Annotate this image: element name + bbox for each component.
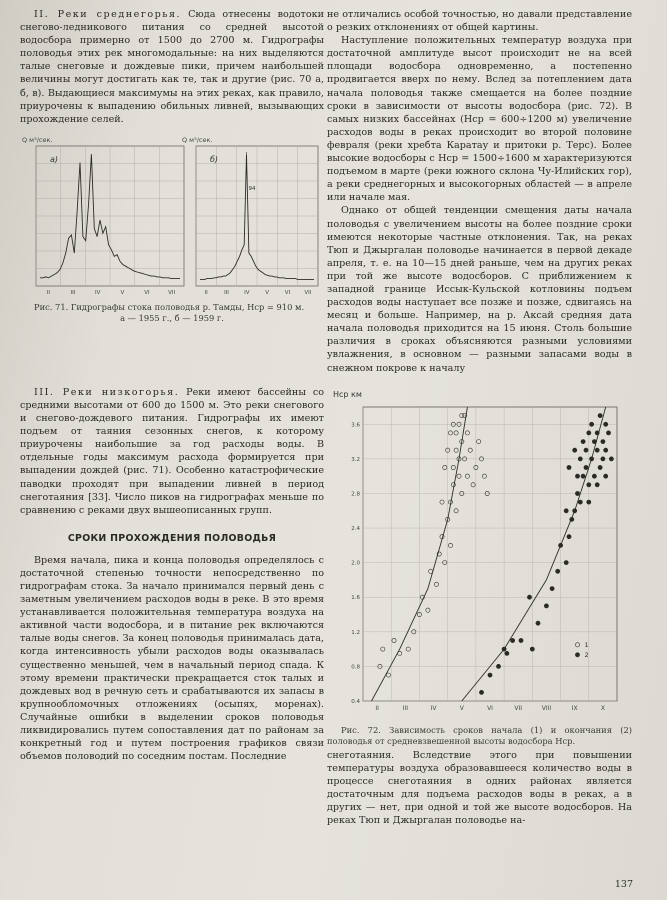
paragraph-continuation: не отличались особой точностью, но давали представление о резких отклонениях от общей картины. xyxy=(327,9,632,34)
hydrograph-figure xyxy=(20,132,324,298)
hydrograph-month-label: V xyxy=(120,289,125,296)
chart-legend xyxy=(575,640,588,658)
hydrograph-month-label: IV xyxy=(244,289,250,296)
chart-y-tick-label: 3.6 xyxy=(351,421,360,428)
chart-point-series-1 xyxy=(451,465,455,469)
heading-lowmountain: III. Реки низкогорья. xyxy=(34,386,180,398)
chart-y-tick-label: 3.2 xyxy=(351,456,360,463)
scatter-chart xyxy=(327,383,632,721)
text-lowmountain: Реки имеют бассейны со средними высотами от 600 до 1500 м. Это реки снегового и снегово-дождевого питания. Гидрографы их имеют подъем от таяния сезонных снегов, к которому приурочены наибольшие за год расходы воды. В отдельные годы максимум расхода формируется при выпадении дождей (рис. 71). Особенно катастрофические паводки проходят при выпадении ливней в период снеготаяния [33]. Число пиков на гидрографах меньше по сравнению с реками двух вышеописанных групп. xyxy=(20,386,324,516)
chart-point-series-2 xyxy=(601,439,605,443)
chart-point-series-2 xyxy=(581,474,585,478)
chart-point-series-2 xyxy=(584,465,588,469)
hydrograph-month-label: VI xyxy=(144,289,150,296)
chart-point-series-2 xyxy=(578,456,582,460)
chart-point-series-1 xyxy=(465,474,469,478)
heading-midmountain: II. Реки среднегорья. xyxy=(34,9,182,20)
chart-point-series-1 xyxy=(398,651,402,655)
chart-y-tick-label: 0.4 xyxy=(351,698,360,705)
hydrograph-month-label: III xyxy=(224,289,229,296)
chart-point-series-2 xyxy=(570,517,574,521)
hydrograph-y-label: Q м³/сек. xyxy=(182,135,213,144)
chart-point-series-2 xyxy=(550,586,554,590)
chart-point-series-2 xyxy=(505,651,509,655)
paragraph-temperature: Наступление положительных температур воздуха при достаточной амплитуде высот происходит не на всей площади водосбора одновременно, а постепенно продвигается вверх по нему. Вслед за потеплением дата начала половодья также смещается на более поздние сроки в зависимости от высоты водосбора (рис. 72). В самых низких бассейнах (Hср = 600÷1200 м) увеличение расходов воды в реках происходит во второй половине февраля (реки хребта Каратау и притоки р. Терс). Более высокие водосборы с Hср = 1500÷1600 м характеризуются подъемом в марте (реки южного склона Чу-Илийских гор), а реки среднегорных и высокогорных областей — в апреле или начале мая. xyxy=(327,35,632,204)
chart-point-series-1 xyxy=(406,647,410,651)
chart-legend-label: 1 xyxy=(584,640,589,649)
chart-y-tick-label: 1.6 xyxy=(351,594,360,601)
chart-point-series-1 xyxy=(457,474,461,478)
figure-71-caption: Рис. 71. Гидрографы стока половодья р. Тамды, Hср = 910 м. xyxy=(34,301,305,312)
chart-point-series-1 xyxy=(454,508,458,512)
chart-point-series-2 xyxy=(575,474,579,478)
paragraph-timing: Время начала, пика и конца половодья определялось с достаточной степенью точности непосредственно по гидрографам стока. За начало принимался первый день с заметным увеличением расходов воды в реке. В это время устанавливается положительная температура воздуха на активной части водосбора, и в питание рек включаются талые воды снегов. За конец половодья принималась дата, когда интенсивность убыли расходов воды оказывалась существенно меньшей, чем в начальный период спада. К этому времени практически прекращается сток талых и дождевых вод в речную сеть и срабатываются их запасы в крупнообломочных отложениях (осыпях, моренах). Случайные ошибки в выделении сроков половодья ликвидировались путем сопоставления дат по районам за конкретный год и путем построения графиков связи объемов половодий по соседним постам. Последние xyxy=(20,554,324,763)
chart-point-series-2 xyxy=(584,448,588,452)
chart-point-series-2 xyxy=(581,439,585,443)
chart-point-series-1 xyxy=(482,474,486,478)
paragraph-midmountain xyxy=(20,8,324,126)
hydrograph-month-label: VII xyxy=(304,289,312,296)
chart-point-series-2 xyxy=(519,638,523,642)
chart-point-series-1 xyxy=(381,647,385,651)
chart-point-series-2 xyxy=(567,534,571,538)
chart-point-series-2 xyxy=(564,508,568,512)
chart-point-series-1 xyxy=(443,465,447,469)
chart-point-series-2 xyxy=(511,638,515,642)
chart-point-series-2 xyxy=(530,647,534,651)
hydrograph-month-label: II xyxy=(204,289,208,296)
chart-point-series-1 xyxy=(448,430,452,434)
hydrograph-month-label: II xyxy=(46,289,50,296)
chart-point-series-1 xyxy=(434,582,438,586)
chart-point-series-1 xyxy=(426,608,430,612)
chart-point-series-2 xyxy=(606,430,610,434)
hydrograph-peak-value: 94 xyxy=(248,185,256,192)
chart-point-series-2 xyxy=(595,448,599,452)
hydrograph-panel-label: б) xyxy=(210,154,219,164)
paragraph-deviations: Однако от общей тенденции смещения даты начала половодья с увеличением высоты на более поздние сроки имеются некоторые частные отклонения. Так, на реках Тюп и Джыргалан половодье начинается в первой декаде апреля, т. е. на 10—15 дней раньше, чем на других реках при той же высоте водосборов. С приближением к западной границе Иссык-Кульской котловины подъем расходов воды наступает все позже и позже, сдвигаясь на месяц и больше. Например, на р. Аксай средняя дата начала половодья приходится на 15 июня. Столь большие различия в сроках объясняются разными условиями увлажнения, в основном — разными запасами воды в снежном покрове к началу xyxy=(327,205,632,374)
chart-y-tick-label: 2.0 xyxy=(351,560,360,567)
chart-point-series-2 xyxy=(604,422,608,426)
chart-point-series-1 xyxy=(448,543,452,547)
chart-point-series-2 xyxy=(567,465,571,469)
chart-point-series-2 xyxy=(578,500,582,504)
chart-point-series-1 xyxy=(454,448,458,452)
chart-point-series-2 xyxy=(502,647,506,651)
chart-point-series-2 xyxy=(587,500,591,504)
paragraph-snowmelt: снеготаяния. Вследствие этого при повышении температуры воздуха образовавшееся количество воды в процессе снеготаяния в одних районах является достаточным для подъема расходов воды в реках, а в других — нет, при одной и той же высоте водосборов. На реках Тюп и Джыргалан половодье на- xyxy=(327,749,632,827)
chart-x-tick-label: VII xyxy=(514,704,523,712)
chart-point-series-2 xyxy=(590,456,594,460)
hydrograph-panel-label: а) xyxy=(50,154,59,164)
chart-legend-label: 2 xyxy=(584,650,589,659)
chart-point-series-2 xyxy=(573,448,577,452)
chart-legend-marker xyxy=(575,652,579,656)
hydrograph-month-label: IV xyxy=(94,289,101,296)
chart-x-tick-label: IX xyxy=(571,704,578,712)
section-title: СРОКИ ПРОХОЖДЕНИЯ ПОЛОВОДЬЯ xyxy=(67,532,277,544)
chart-point-series-2 xyxy=(527,595,531,599)
chart-x-tick-label: V xyxy=(459,704,464,712)
hydrograph-panel-a xyxy=(22,136,184,296)
hydrograph-panel-b xyxy=(182,136,318,296)
chart-point-series-1 xyxy=(471,482,475,486)
chart-x-tick-label: II xyxy=(375,704,379,712)
chart-point-series-1 xyxy=(477,439,481,443)
right-column xyxy=(327,8,632,827)
chart-frame xyxy=(363,407,617,701)
figure-72 xyxy=(327,383,632,725)
chart-point-series-2 xyxy=(587,482,591,486)
chart-point-series-2 xyxy=(592,439,596,443)
chart-point-series-1 xyxy=(468,448,472,452)
hydrograph-month-label: VI xyxy=(284,289,291,296)
chart-point-series-1 xyxy=(392,638,396,642)
chart-point-series-2 xyxy=(604,474,608,478)
chart-x-tick-label: IV xyxy=(430,704,437,712)
page-number: 137 xyxy=(614,879,633,890)
left-column xyxy=(20,8,324,763)
chart-point-series-2 xyxy=(556,569,560,573)
figure-71 xyxy=(20,132,324,302)
hydrograph-month-label: III xyxy=(70,289,76,296)
figure-71-caption-years: а — 1955 г., б — 1959 г. xyxy=(120,312,224,323)
chart-point-series-2 xyxy=(488,673,492,677)
chart-point-series-2 xyxy=(595,482,599,486)
chart-point-series-2 xyxy=(609,456,613,460)
chart-point-series-2 xyxy=(573,508,577,512)
chart-point-series-2 xyxy=(536,621,540,625)
chart-point-series-2 xyxy=(544,603,548,607)
chart-point-series-2 xyxy=(575,491,579,495)
chart-point-series-1 xyxy=(465,430,469,434)
chart-y-tick-label: 0.8 xyxy=(351,664,360,671)
chart-y-axis-label: Hср км xyxy=(333,389,362,399)
hydrograph-month-label: VII xyxy=(168,289,176,296)
chart-legend-marker xyxy=(575,642,579,646)
chart-point-series-1 xyxy=(451,482,455,486)
chart-point-series-1 xyxy=(429,569,433,573)
chart-y-tick-label: 2.8 xyxy=(351,491,360,498)
chart-point-series-2 xyxy=(559,543,563,547)
chart-x-tick-label: III xyxy=(402,704,408,712)
chart-point-series-2 xyxy=(587,430,591,434)
chart-point-series-1 xyxy=(454,430,458,434)
hydrograph-y-label: Q м³/сек. xyxy=(22,135,53,144)
chart-point-series-2 xyxy=(479,690,483,694)
chart-point-series-2 xyxy=(604,448,608,452)
chart-point-series-2 xyxy=(601,456,605,460)
chart-x-tick-label: VIII xyxy=(541,704,552,712)
chart-point-series-2 xyxy=(598,413,602,417)
chart-point-series-2 xyxy=(598,465,602,469)
chart-point-series-1 xyxy=(440,500,444,504)
chart-point-series-1 xyxy=(460,413,464,417)
chart-point-series-1 xyxy=(386,673,390,677)
chart-point-series-2 xyxy=(592,474,596,478)
chart-point-series-2 xyxy=(496,664,500,668)
paragraph-lowmountain xyxy=(20,386,324,517)
chart-point-series-2 xyxy=(564,560,568,564)
hydrograph-month-label: V xyxy=(265,289,270,296)
chart-y-tick-label: 2.4 xyxy=(351,525,360,532)
figure-72-caption: Рис. 72. Зависимость сроков начала (1) и окончания (2) половодья от средневзвешенной высоты водосбора Hср. xyxy=(327,724,632,746)
chart-x-tick-label: VI xyxy=(487,704,493,712)
chart-point-series-2 xyxy=(595,430,599,434)
text-midmountain: Сюда отнесены водотоки снегово-ледникового питания со средней высотой водосбора примерно от 1500 до 2700 м. Гидрографы половодья этих рек многомодальные: на них выделяются талые снеговые и дождевые пики, причем наибольшей величины могут достигать как те, так и другие (рис. 70 а, б, в). Выдающиеся максимумы на этих реках, как правило, приурочены к выпадению обильных ливней, вызывающих прохождение селей. xyxy=(20,9,324,125)
chart-y-tick-label: 1.2 xyxy=(351,629,360,636)
chart-x-tick-label: X xyxy=(600,704,605,712)
chart-point-series-2 xyxy=(590,422,594,426)
